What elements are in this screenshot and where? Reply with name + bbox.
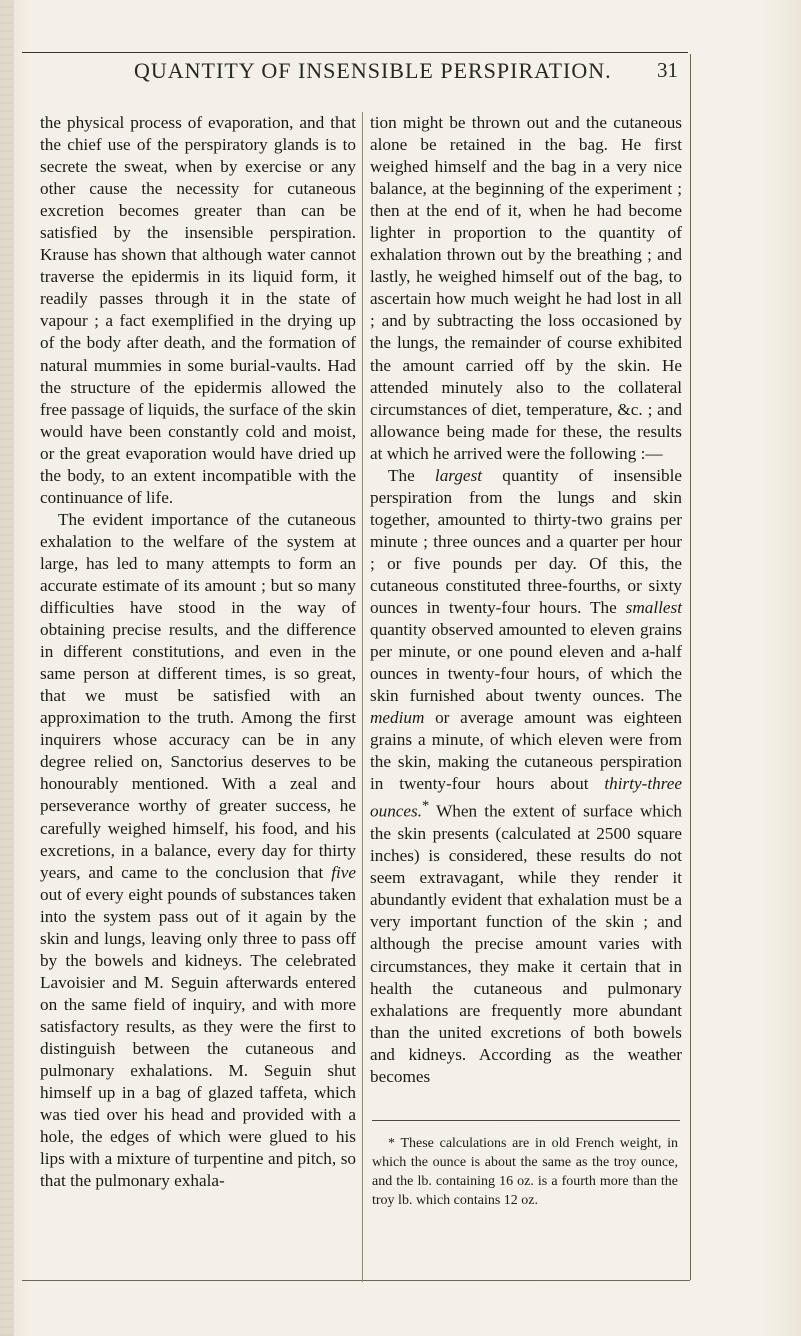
page-binding-edge bbox=[0, 0, 14, 1336]
page-header bbox=[22, 58, 682, 88]
italic-text: thirty-three ounces. bbox=[370, 774, 682, 822]
italic-text: five bbox=[331, 862, 356, 882]
text-run: out of every eight pounds of substances taken into the system pass out of it again by the skin and lungs, leaving only three to pass off by the bowels and kidneys. The celebrated Lavoisier and M. Seguin afterwards entered on the same field of inquiry, and with more satisfactory results, as they were the first to distinguish between the cutaneous and pulmonary exhalations. M. Seguin shut himself up in a bag of glazed taffeta, which was tied over his head and provided with a hole, the edges of which were glued to his lips with a mixture of turpentine and pitch, so that the pulmonary exhala- bbox=[40, 884, 356, 1191]
text-run: quantity of insensible perspiration from the lungs and skin together, amounted to thirty-two grains per minute ; three ounces and a quarter per hour ; or five pounds per day. Of this, the cutaneous constituted three-fourths, or sixty ounces in twenty-four hours. The bbox=[370, 465, 682, 618]
header-rule bbox=[22, 52, 688, 53]
italic-text: medium bbox=[370, 708, 425, 728]
text-run: The evident importance of the cutaneous exhalation to the welfare of the system at large, has led to many attempts to form an accurate estimate of its amount ; but so many difficulties have stood in the way of obtaining precise results, and the difference in different constitutions, and even in the same person at different times, is so great, that we must be satisfied with an approximation to the truth. Among the first inquirers whose accuracy can be in any degree relied on, Sanctorius deserves to be honourably mentioned. With a zeal and perseverance worthy of greater success, he carefully weighed himself, his food, and his excretions, in a balance, every day for thirty years, and came to the conclusion that bbox=[40, 509, 356, 882]
page-number: 31 bbox=[657, 58, 678, 82]
text-run: quantity observed amounted to eleven grains per minute, or one pound eleven and a-half ounces in twenty-four hours, of which the skin furnished about twenty ounces. The bbox=[370, 620, 682, 706]
footnote-marker[interactable]: * bbox=[422, 798, 430, 815]
paragraph: tion might be thrown out and the cutaneous alone be retained in the bag. He first weighed himself and the bag in a very nice balance, at the beginning of the experiment ; then at the end of it, when he had become lighter in proportion to the quantity of exhalation thrown out by the breathing ; and lastly, he weighed himself out of the bag, to ascertain how much weight he had lost in all ; and by subtracting the loss occasioned by the lungs, the remainder of course exhibited the amount carried off by the skin. He attended minutely also to the collateral circumstances of diet, temperature, &c. ; and allowance being made for these, the results at which he arrived were the following :— bbox=[370, 113, 682, 463]
running-title: QUANTITY OF INSENSIBLE PERSPIRATION. bbox=[134, 58, 612, 83]
footnote-rule bbox=[372, 1120, 680, 1121]
footnote-text: * These calculations are in old French weight, in which the ounce is about the same as the troy ounce, and the lb. containing 16 oz. is a fourth more than the troy lb. which contains 12 oz. bbox=[372, 1136, 678, 1208]
left-column bbox=[40, 112, 356, 1192]
right-column bbox=[370, 112, 682, 1088]
paragraph bbox=[370, 465, 682, 1088]
column-divider bbox=[362, 112, 363, 1282]
paragraph bbox=[40, 509, 356, 1192]
text-run: When the extent of surface which the skin presents (calculated at 2500 square inches) is considered, these results do not seem extravagant, while they render it abundantly evident that exhalation must be a very important function of the skin ; and although the precise amount varies with circumstances, they make it certain that in health the cutaneous and pulmonary exhalations are frequently more abundant than the united excretions of both bowels and kidneys. According as the weather becomes bbox=[370, 802, 682, 1086]
right-border-rule bbox=[690, 54, 691, 1280]
paragraph: the physical process of evaporation, and that the chief use of the perspiratory glands is to secrete the sweat, when by exercise or any other cause the necessity for cutaneous excretion becomes greater than can be satisfied by the insensible perspiration. Krause has shown that although water cannot traverse the epidermis in its liquid form, it readily passes through it in the state of vapour ; a fact exemplified in the drying up of the body after death, and the formation of natural mummies in some burial-vaults. Had the structure of the epidermis allowed the free passage of liquids, the surface of the skin would have been constantly cold and moist, or the great evaporation would have dried up the body, to an extent incompatible with the continuance of life. bbox=[40, 113, 356, 507]
text-run: The bbox=[388, 465, 435, 485]
italic-text: smallest bbox=[625, 598, 682, 618]
bottom-border-rule bbox=[22, 1280, 690, 1281]
footnote bbox=[372, 1134, 678, 1210]
italic-text: largest bbox=[434, 465, 483, 485]
text-run: or average amount was eighteen grains a minute, of which eleven were from the skin, making the cutaneous perspiration in twenty-four hours about bbox=[370, 708, 682, 794]
